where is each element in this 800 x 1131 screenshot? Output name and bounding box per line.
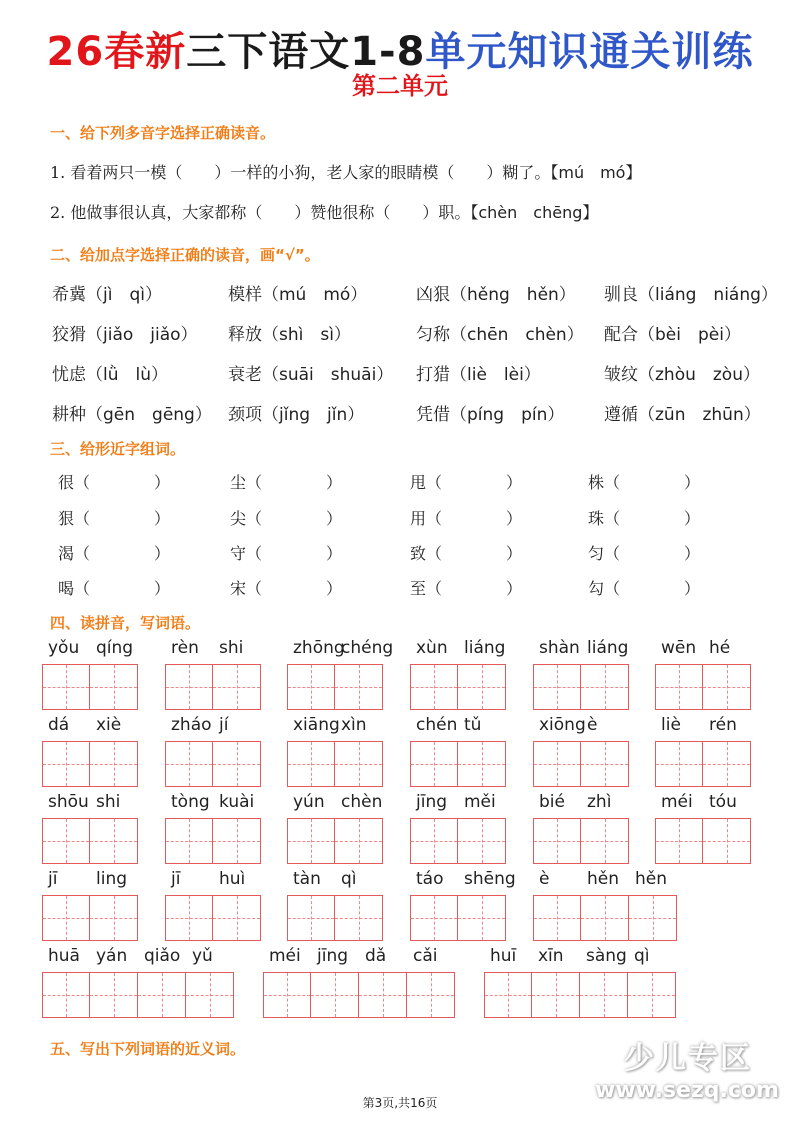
pronunciation-item [228, 280, 367, 305]
writing-box[interactable] [655, 741, 703, 787]
writing-box[interactable] [484, 972, 532, 1018]
pinyin-word [42, 638, 138, 710]
pronunciation-options[interactable]: （mú mó） [262, 285, 368, 305]
writing-box[interactable] [359, 972, 407, 1018]
word-blank[interactable]: 宋（ ） [230, 579, 343, 598]
pronunciation-item [416, 400, 564, 425]
writing-box[interactable] [42, 741, 90, 787]
pinyin-syllable: qiǎo [144, 946, 181, 966]
writing-box[interactable] [655, 664, 703, 710]
pinyin-syllable: liáng [587, 638, 629, 658]
pinyin-syllable: qì [341, 869, 357, 889]
pinyin-syllable: sàng [586, 946, 627, 966]
writing-box[interactable] [42, 972, 90, 1018]
pronunciation-word: 配合 [604, 325, 638, 345]
pinyin-syllable: xiè [96, 715, 122, 735]
pinyin-syllable: táo [416, 869, 444, 889]
pinyin-syllable: xìn [341, 715, 367, 735]
pinyin-word [655, 638, 751, 710]
word-blank[interactable]: 致（ ） [410, 544, 523, 563]
pinyin-syllable: è [587, 715, 598, 735]
word-blank[interactable]: 用（ ） [410, 509, 523, 528]
writing-box[interactable] [90, 895, 138, 941]
writing-box[interactable] [335, 818, 383, 864]
pronunciation-options[interactable]: （shì sì） [262, 325, 351, 345]
word-blank[interactable]: 尖（ ） [230, 509, 343, 528]
pinyin-word [287, 715, 383, 787]
pinyin-word [484, 946, 676, 1018]
writing-box[interactable] [703, 741, 751, 787]
pinyin-syllable: shi [219, 638, 244, 658]
writing-box[interactable] [410, 741, 458, 787]
writing-box[interactable] [213, 895, 261, 941]
pronunciation-item [228, 400, 364, 425]
writing-box[interactable] [458, 664, 506, 710]
pinyin-syllable: hé [709, 638, 731, 658]
title-part-3: 单元知识通关训练 [425, 29, 754, 75]
word-blank[interactable]: 勾（ ） [588, 579, 701, 598]
pronunciation-item [416, 320, 584, 345]
pinyin-syllable: qíng [96, 638, 134, 658]
pinyin-syllable: liè [661, 715, 681, 735]
pinyin-syllable: yún [293, 792, 325, 812]
pinyin-syllable: méi [269, 946, 301, 966]
pinyin-syllable: tóu [709, 792, 737, 812]
pinyin-syllable: chén [416, 715, 458, 735]
pronunciation-options[interactable]: （jì qì） [86, 285, 162, 305]
pinyin-syllable: qì [634, 946, 650, 966]
pronunciation-item [52, 400, 212, 425]
pinyin-syllable: xiāng [293, 715, 340, 735]
pinyin-syllable: zháo [171, 715, 212, 735]
writing-box[interactable] [165, 741, 213, 787]
pinyin-syllable: wēn [661, 638, 697, 658]
writing-box[interactable] [213, 818, 261, 864]
pinyin-syllable: jīng [416, 792, 448, 812]
writing-box[interactable] [581, 741, 629, 787]
pinyin-syllable: shōu [48, 792, 89, 812]
pinyin-syllable: shàn [539, 638, 580, 658]
writing-box[interactable] [287, 818, 335, 864]
question-2-text: 2. 他做事很认真，大家都称（ ）赞他很称（ ）职。 [50, 203, 471, 222]
writing-box[interactable] [407, 972, 455, 1018]
pinyin-word [165, 792, 261, 864]
pinyin-word [165, 869, 261, 941]
writing-box[interactable] [287, 741, 335, 787]
writing-box[interactable] [703, 664, 751, 710]
section-3-heading: 三、给形近字组词。 [50, 440, 186, 458]
question-2-options: 【chèn chēng】 [470, 203, 599, 222]
pronunciation-options[interactable]: （chēn chèn） [450, 325, 584, 345]
pinyin-word [410, 869, 516, 941]
pronunciation-options[interactable]: （lǜ lù） [86, 365, 168, 385]
pinyin-syllable: dá [48, 715, 70, 735]
pinyin-syllable: chèn [341, 792, 383, 812]
pronunciation-item [52, 320, 198, 345]
pronunciation-item [416, 280, 576, 305]
writing-box[interactable] [703, 818, 751, 864]
pinyin-word [533, 715, 629, 787]
writing-box[interactable] [410, 895, 458, 941]
writing-box[interactable] [533, 741, 581, 787]
pinyin-word [287, 869, 383, 941]
pinyin-syllable: cǎi [413, 946, 438, 966]
word-blank[interactable]: 守（ ） [230, 544, 343, 563]
pinyin-syllable: hěn [635, 869, 668, 889]
pinyin-syllable: tòng [171, 792, 210, 812]
writing-box[interactable] [580, 972, 628, 1018]
writing-box[interactable] [458, 741, 506, 787]
pronunciation-word: 打猎 [416, 365, 450, 385]
pinyin-word [533, 792, 629, 864]
pinyin-word [42, 946, 234, 1018]
word-blank[interactable]: 株（ ） [588, 473, 701, 492]
pinyin-syllable: xīn [538, 946, 564, 966]
pinyin-word [533, 869, 677, 941]
pronunciation-options[interactable]: （suāi shuāi） [262, 365, 394, 385]
pinyin-syllable: dǎ [365, 946, 387, 966]
title-part-2: 三下语文1-8 [186, 29, 426, 75]
pinyin-syllable: měi [464, 792, 496, 812]
writing-box[interactable] [335, 741, 383, 787]
pronunciation-options[interactable]: （zhòu zòu） [638, 365, 760, 385]
pinyin-syllable: tàn [293, 869, 321, 889]
pronunciation-item [52, 280, 162, 305]
pronunciation-item [416, 360, 541, 385]
pronunciation-item [52, 360, 168, 385]
writing-box[interactable] [655, 818, 703, 864]
word-blank[interactable]: 匀（ ） [588, 544, 701, 563]
watermark-url: www.sezq.com [595, 1078, 779, 1103]
section-5-heading: 五、写出下列词语的近义词。 [50, 1040, 246, 1058]
pronunciation-word: 颈项 [228, 405, 262, 425]
question-1-text: 1. 看着两只一模（ ）一样的小狗，老人家的眼睛模（ ）糊了。 [50, 163, 551, 182]
pinyin-word [165, 715, 261, 787]
pinyin-syllable: kuài [219, 792, 255, 812]
pronunciation-options[interactable]: （zūn zhūn） [638, 405, 761, 425]
pinyin-syllable: tǔ [464, 715, 482, 735]
pronunciation-word: 衰老 [228, 365, 262, 385]
pinyin-syllable: zhì [587, 792, 612, 812]
section-2-heading: 二、给加点字选择正确的读音，画“√”。 [50, 246, 320, 264]
pronunciation-item [604, 400, 761, 425]
writing-box[interactable] [287, 895, 335, 941]
writing-box[interactable] [287, 664, 335, 710]
writing-box[interactable] [90, 818, 138, 864]
writing-box[interactable] [90, 972, 138, 1018]
pinyin-syllable: zhōng [293, 638, 345, 658]
pinyin-word [287, 792, 383, 864]
page-number: 第3页,共16页 [362, 1096, 438, 1110]
writing-box[interactable] [533, 818, 581, 864]
pinyin-syllable: è [539, 869, 550, 889]
writing-box[interactable] [458, 895, 506, 941]
pinyin-syllable: jī [171, 869, 181, 889]
pinyin-word [42, 715, 138, 787]
pronunciation-word: 驯良 [604, 285, 638, 305]
pronunciation-word: 耕种 [52, 405, 86, 425]
pinyin-syllable: méi [661, 792, 693, 812]
writing-box[interactable] [42, 818, 90, 864]
pinyin-syllable: rén [709, 715, 737, 735]
pronunciation-word: 希冀 [52, 285, 86, 305]
writing-box[interactable] [335, 895, 383, 941]
word-blank[interactable]: 狠（ ） [58, 509, 171, 528]
pinyin-syllable: jīng [317, 946, 349, 966]
pronunciation-word: 释放 [228, 325, 262, 345]
writing-box[interactable] [410, 664, 458, 710]
pinyin-syllable: chéng [341, 638, 394, 658]
pinyin-word [533, 638, 629, 710]
pinyin-word [42, 869, 138, 941]
section-4-heading: 四、读拼音，写词语。 [50, 614, 201, 632]
writing-box[interactable] [581, 664, 629, 710]
question-2 [50, 200, 598, 223]
pinyin-syllable: xùn [416, 638, 448, 658]
pronunciation-item [604, 320, 741, 345]
pinyin-word [287, 638, 394, 710]
pronunciation-word: 凭借 [416, 405, 450, 425]
pronunciation-options[interactable]: （liáng niáng） [638, 285, 778, 305]
writing-box[interactable] [581, 818, 629, 864]
pronunciation-word: 凶狠 [416, 285, 450, 305]
pronunciation-word: 忧虑 [52, 365, 86, 385]
writing-box[interactable] [165, 895, 213, 941]
pinyin-word [42, 792, 138, 864]
pinyin-syllable: yǒu [48, 638, 80, 658]
pinyin-syllable: xiōng [539, 715, 586, 735]
writing-box[interactable] [335, 664, 383, 710]
pinyin-word [655, 715, 751, 787]
writing-box[interactable] [213, 741, 261, 787]
section-1-heading: 一、给下列多音字选择正确读音。 [50, 124, 276, 142]
word-blank[interactable]: 甩（ ） [410, 473, 523, 492]
pinyin-syllable: shi [96, 792, 121, 812]
pronunciation-word: 遵循 [604, 405, 638, 425]
pinyin-word [263, 946, 455, 1018]
watermark-logo: 少儿专区 [624, 1041, 752, 1076]
writing-box[interactable] [581, 895, 629, 941]
pinyin-syllable: rèn [171, 638, 199, 658]
pronunciation-options[interactable]: （píng pín） [450, 405, 565, 425]
pinyin-word [410, 715, 506, 787]
page-subtitle: 第二单元 [352, 72, 448, 100]
writing-box[interactable] [138, 972, 186, 1018]
writing-box[interactable] [458, 818, 506, 864]
pronunciation-options[interactable]: （hěng hěn） [450, 285, 576, 305]
writing-box[interactable] [90, 741, 138, 787]
pinyin-syllable: yán [96, 946, 128, 966]
pronunciation-item [604, 360, 760, 385]
pronunciation-item [228, 320, 351, 345]
writing-box[interactable] [533, 895, 581, 941]
writing-box[interactable] [165, 818, 213, 864]
writing-box[interactable] [311, 972, 359, 1018]
pronunciation-options[interactable]: （gēn gēng） [86, 405, 212, 425]
pinyin-syllable: jí [219, 715, 229, 735]
pinyin-syllable: bié [539, 792, 565, 812]
writing-box[interactable] [410, 818, 458, 864]
writing-box[interactable] [628, 972, 676, 1018]
writing-box[interactable] [42, 664, 90, 710]
word-blank[interactable]: 至（ ） [410, 579, 523, 598]
word-blank[interactable]: 很（ ） [58, 473, 171, 492]
pinyin-word [410, 638, 506, 710]
pronunciation-options[interactable]: （bèi pèi） [638, 325, 741, 345]
pronunciation-item [228, 360, 393, 385]
pinyin-syllable: huī [490, 946, 517, 966]
word-blank[interactable]: 珠（ ） [588, 509, 701, 528]
writing-box[interactable] [165, 664, 213, 710]
pronunciation-word: 狡猾 [52, 325, 86, 345]
pronunciation-options[interactable]: （jǐng jǐn） [262, 405, 365, 425]
pinyin-word [655, 792, 751, 864]
writing-box[interactable] [213, 664, 261, 710]
pronunciation-item [604, 280, 778, 305]
pronunciation-word: 匀称 [416, 325, 450, 345]
writing-box[interactable] [263, 972, 311, 1018]
writing-box[interactable] [532, 972, 580, 1018]
pinyin-syllable: huì [219, 869, 246, 889]
pinyin-syllable: shēng [464, 869, 516, 889]
writing-box[interactable] [42, 895, 90, 941]
writing-box[interactable] [186, 972, 234, 1018]
pronunciation-options[interactable]: （liè lèi） [450, 365, 541, 385]
pinyin-syllable: huā [48, 946, 80, 966]
word-blank[interactable]: 喝（ ） [58, 579, 171, 598]
word-blank[interactable]: 渴（ ） [58, 544, 171, 563]
writing-box[interactable] [629, 895, 677, 941]
pronunciation-word: 模样 [228, 285, 262, 305]
question-1-options: 【mú mó】 [550, 163, 642, 182]
title-part-1: 26春新 [46, 29, 187, 75]
question-1 [50, 160, 641, 183]
pinyin-syllable: hěn [587, 869, 620, 889]
pronunciation-word: 皱纹 [604, 365, 638, 385]
pinyin-word [410, 792, 506, 864]
word-blank[interactable]: 尘（ ） [230, 473, 343, 492]
pinyin-syllable: ling [96, 869, 128, 889]
writing-box[interactable] [90, 664, 138, 710]
writing-box[interactable] [533, 664, 581, 710]
pinyin-syllable: yǔ [192, 946, 213, 966]
pronunciation-options[interactable]: （jiǎo jiǎo） [86, 325, 198, 345]
pinyin-syllable: liáng [464, 638, 506, 658]
pinyin-syllable: jī [48, 869, 58, 889]
pinyin-word [165, 638, 261, 710]
